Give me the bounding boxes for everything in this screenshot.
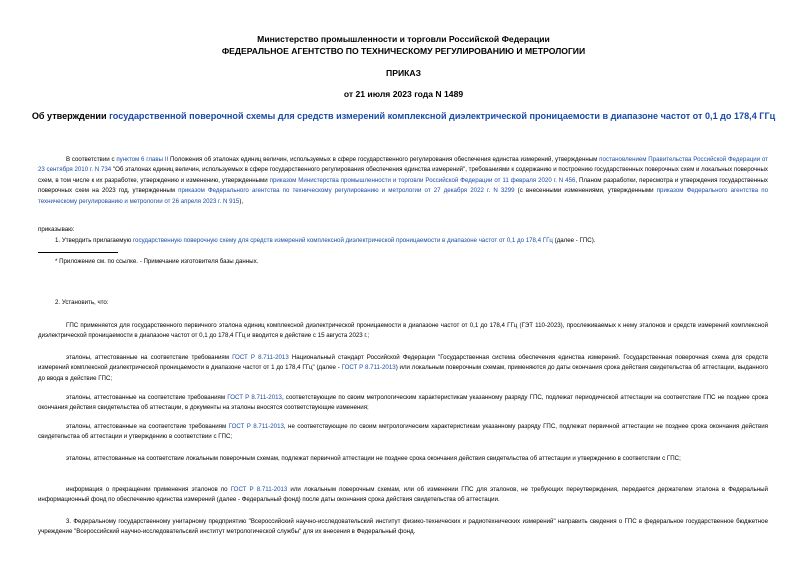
et3-link[interactable]: ГОСТ Р 8.711-2013 [228,423,284,430]
footnote: * Приложение см. по ссылке. - Примечание изготовителя базы данных. [55,258,259,265]
preamble-text-2: Положения об эталонах единиц величин, используемых в сфере государственного регулирования обеспечения единства измерений, утвержденным [168,156,600,163]
item1-link[interactable]: государственную поверочную схему для средств измерений комплексной диэлектрической проницаемости в диапазоне частот от 0,1 до 178,4 ГГц [132,237,553,244]
paragraph-etalons-4: эталоны, аттестованные на соответствие локальным поверочным схемам, подлежат первичной аттестации не позднее срока окончания действия свидетельства об аттестации и утверждению в соответствии с ГПС; [66,455,681,462]
et2-text-1: эталоны, аттестованные на соответствие требованиям [66,394,228,401]
et1-text-3: ) или локальным поверочным схемам, применяются до даты окончания срока действия свидетельства об аттестации, выданного до ввода в действие ГПС; [38,364,769,382]
info-text-1: информация о прекращении применения эталонов по [66,486,231,493]
paragraph-etalons-3 [38,422,768,443]
doc-date-number: от 21 июля 2023 года N 1489 [343,89,464,99]
item1-text-1: 1. Утвердить прилагаемую [55,237,133,244]
title-prefix: Об утверждении [31,111,110,121]
et2-link[interactable]: ГОСТ Р 8.711-2013 [227,394,282,401]
preamble-text-5: (с внесенными изменениями, утвержденными [514,187,657,195]
preamble-text-1: В соответствии с [66,156,117,163]
paragraph-info [38,485,768,506]
et1-link-2[interactable]: ГОСТ Р 8.711-2013 [341,364,396,372]
info-link[interactable]: ГОСТ Р 8.711-2013 [230,486,288,493]
paragraph-etalons-2 [38,393,768,414]
info-text-2: или локальным поверочным схемам, или об изменении ГПС для эталонов, не требующих переутверждения, передается держателем эталона в Федеральный информационный фонд по обеспечению единства измерений (далее - Федеральный фонд) после даты окончания срока действия свидетельства об аттестации. [38,486,768,504]
preamble-link-3[interactable]: приказом Министерства промышленности и торговли Российской Федерации от 11 февраля 2020 г. N 456 [269,176,576,184]
ministry-name: Министерство промышленности и торговли Российской Федерации [257,34,550,44]
item1-text-2: (далее - ГПС). [552,237,596,244]
et1-text-1: эталоны, аттестованные на соответствие требованиям [66,354,233,361]
title-link[interactable]: государственной поверочной схемы для средств измерений комплексной диэлектрической проницаемости в диапазоне частот от 0,1 до 178,4 ГГц [109,111,776,121]
item-3: 3. Федеральному государственному унитарному предприятию "Всероссийский научно-исследовательский институт физико-технических и радиотехнических измерений" направить сведения о ГПС в федеральное государственное бюджетное учреждение "Всероссийский научно-исследовательский институт метрологической службы" для их внесения в Федеральный фонд. [38,518,768,536]
preamble-text-4: , Планом разработки, пересмотра и утверждения государственных поверочных схем на 2023 год, утвержденным [38,176,768,195]
et2-text-2: , соответствующие по своим метрологическим характеристикам указанному разряду ГПС, подлежат периодической аттестации на соответствие ГПС не позднее срока окончания действия свидетельства об аттестации, в документы на эталоны вносятся соответствующие изменения; [38,394,768,412]
agency-name: ФЕДЕРАЛЬНОЕ АГЕНТСТВО ПО ТЕХНИЧЕСКОМУ РЕГУЛИРОВАНИЮ И МЕТРОЛОГИИ [221,46,586,56]
et1-link-1[interactable]: ГОСТ Р 8.711-2013 [232,354,289,361]
preamble-link-5[interactable]: приказом Федерального агентства по техническому регулированию и метрологии от 26 апреля 2023 г. N 915 [38,187,768,205]
paragraph-gps: ГПС применяется для государственного первичного эталона единиц комплексной диэлектрической проницаемости в диапазоне частот от 0,1 до 178,4 ГГц (ГЭТ 110-2023), прослеживаемых к нему эталонов и средств измерений комплексной диэлектрической проницаемости в диапазоне частот от 0,1 до 178,4 ГГц и вводится в действие с 15 августа 2023 г.; [38,322,768,340]
preamble-text-6: ), [239,197,244,205]
item-1 [38,236,768,246]
et3-text-2: , не соответствующие по своим метрологическим характеристикам указанному разряду ГПС, подлежат первичной аттестации не позднее срока окончания действия свидетельства об аттестации и утверждению в соответствии с ГПС; [38,423,768,441]
doc-title [0,111,807,121]
preamble-link-2[interactable]: постановлением Правительства Российской Федерации от 23 сентября 2010 г. N 734 [38,156,768,174]
preamble-paragraph [38,155,768,207]
order-word: приказываю: [38,226,75,233]
et1-text-2: Национальный стандарт Российской Федерации "Государственная система обеспечения единства измерений. Государственная поверочная схема для средств измерений комплексной диэлектрической проницаемости в диапазоне частот от 1 до 178,4 ГГц" (далее - [38,354,768,372]
doc-type: ПРИКАЗ [386,68,421,78]
preamble-link-1[interactable]: пунктом 6 главы II [116,156,169,163]
preamble-link-4[interactable]: приказом Федерального агентства по техническому регулированию и метрологии от 27 декабря 2022 г. N 3299 [178,187,515,195]
et3-text-1: эталоны, аттестованные на соответствие требованиям [66,423,229,430]
item-2: 2. Установить, что: [55,299,109,306]
preamble-text-3: "Об эталонах единиц величин, используемых в сфере государственного регулирования обеспечения единства измерений", требованиями к содержанию и построению государственных поверочных схем и локальных поверочных схем, в том числе к их разработке, утверждению и изменению, утвержденными [38,166,768,184]
paragraph-etalons-1 [38,353,768,384]
footnote-separator [38,252,118,253]
